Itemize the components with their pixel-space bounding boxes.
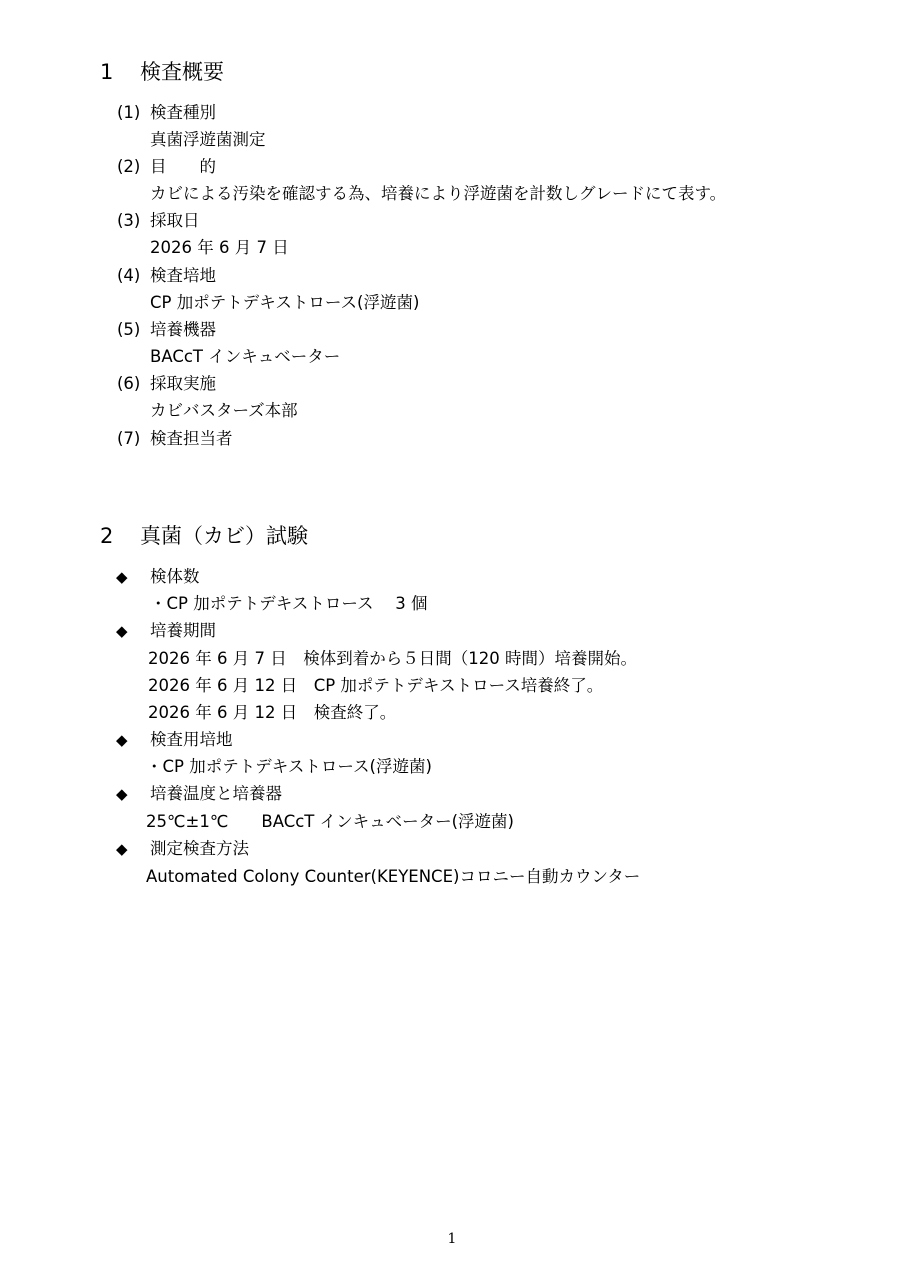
- bullet-1-label: 検体数: [150, 567, 200, 586]
- item-5-label: 培養機器: [150, 320, 216, 339]
- diamond-bullet-icon: ◆: [116, 731, 128, 749]
- item-6-label: 採取実施: [150, 374, 216, 393]
- diamond-bullet-icon: ◆: [116, 785, 128, 803]
- item-5-value: BACcT インキュベーター: [150, 347, 341, 366]
- bullet-3-label: 検査用培地: [150, 730, 233, 749]
- page-number: 1: [447, 1231, 457, 1247]
- item-3-value: 2026 年 6 月 7 日: [150, 238, 289, 257]
- section-2-title: 真菌（カビ）試験: [140, 524, 308, 548]
- bullet-5-line-1: Automated Colony Counter(KEYENCE)コロニー自動カウンター: [146, 867, 641, 886]
- item-6-value: カビバスターズ本部: [150, 401, 298, 420]
- item-4-label: 検査培地: [150, 266, 216, 285]
- bullet-4-label: 培養温度と培養器: [150, 784, 282, 803]
- item-2-label: 目 的: [150, 157, 216, 176]
- bullet-2-label: 培養期間: [150, 621, 216, 640]
- item-1-label: 検査種別: [150, 103, 216, 122]
- section-1-title: 検査概要: [140, 60, 224, 84]
- bullet-2-line-3: 2026 年 6 月 12 日 検査終了。: [148, 703, 397, 722]
- diamond-bullet-icon: ◆: [116, 840, 128, 858]
- bullet-1-line-1: ・CP 加ポテトデキストロース 3 個: [150, 594, 428, 613]
- bullet-4-line-1: 25℃±1℃ BACcT インキュベーター(浮遊菌): [146, 812, 514, 831]
- section-2-number: 2: [100, 524, 114, 548]
- bullet-2-line-1: 2026 年 6 月 7 日 検体到着から５日間（120 時間）培養開始。: [148, 649, 637, 668]
- item-5-marker: (5): [117, 320, 141, 339]
- section-1-heading: [100, 60, 224, 84]
- item-1-value: 真菌浮遊菌測定: [150, 130, 266, 149]
- item-6-marker: (6): [117, 374, 141, 393]
- diamond-bullet-icon: ◆: [116, 622, 128, 640]
- item-7-label: 検査担当者: [150, 429, 233, 448]
- item-3-marker: (3): [117, 211, 141, 230]
- item-4-marker: (4): [117, 266, 141, 285]
- bullet-3-line-1: ・CP 加ポテトデキストロース(浮遊菌): [146, 757, 432, 776]
- section-1-number: 1: [100, 60, 114, 84]
- item-4-value: CP 加ポテトデキストロース(浮遊菌): [150, 293, 420, 312]
- item-1-marker: (1): [117, 103, 141, 122]
- item-2-marker: (2): [117, 157, 141, 176]
- item-3-label: 採取日: [150, 211, 200, 230]
- section-2-heading: [100, 524, 308, 548]
- item-2-value: カビによる汚染を確認する為、培養により浮遊菌を計数しグレードにて表す。: [150, 184, 727, 203]
- bullet-5-label: 測定検査方法: [150, 839, 249, 858]
- bullet-2-line-2: 2026 年 6 月 12 日 CP 加ポテトデキストロース培養終了。: [148, 676, 604, 695]
- item-7-marker: (7): [117, 429, 141, 448]
- diamond-bullet-icon: ◆: [116, 568, 128, 586]
